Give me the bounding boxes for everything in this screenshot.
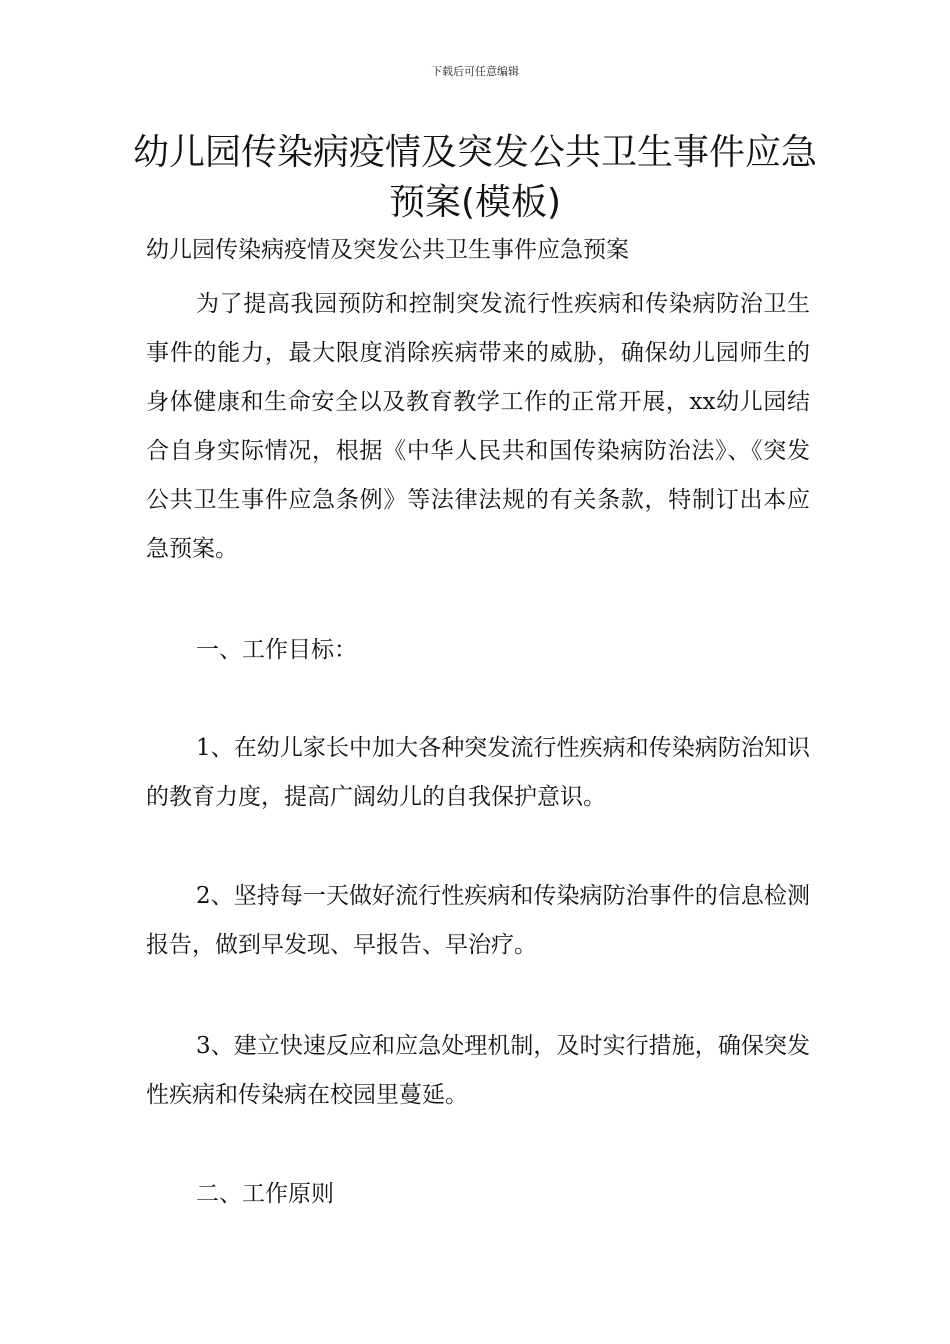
section-heading-goals: 一、工作目标：	[196, 637, 357, 663]
header-note: 下载后可任意编辑	[431, 65, 519, 78]
intro-paragraph: 为了提高我园预防和控制突发流行性疾病和传染病防治卫生事件的能力，最大限度消除疾病带来的威胁，确保幼儿园师生的身体健康和生命安全以及教育教学工作的正常开展，xx幼儿园结合自身实际情况，根据《中华人民共和国传染病防治法》、《突发公共卫生事件应急条例》等法律法规的有关条款，特制订出本应急预案。	[146, 291, 810, 562]
document-subtitle: 幼儿园传染病疫情及突发公共卫生事件应急预案	[146, 237, 629, 263]
goal-item-1: 1、在幼儿家长中加大各种突发流行性疾病和传染病防治知识的教育力度，提高广阔幼儿的自我保护意识。	[146, 735, 810, 810]
document-title: 幼儿园传染病疫情及突发公共卫生事件应急预案(模板)	[132, 132, 817, 223]
section-heading-principles: 二、工作原则	[196, 1181, 334, 1207]
goal-item-3: 3、建立快速反应和应急处理机制，及时实行措施，确保突发性疾病和传染病在校园里蔓延。	[146, 1033, 810, 1108]
goal-item-2: 2、坚持每一天做好流行性疾病和传染病防治事件的信息检测报告，做到早发现、早报告、早治疗。	[146, 883, 810, 958]
